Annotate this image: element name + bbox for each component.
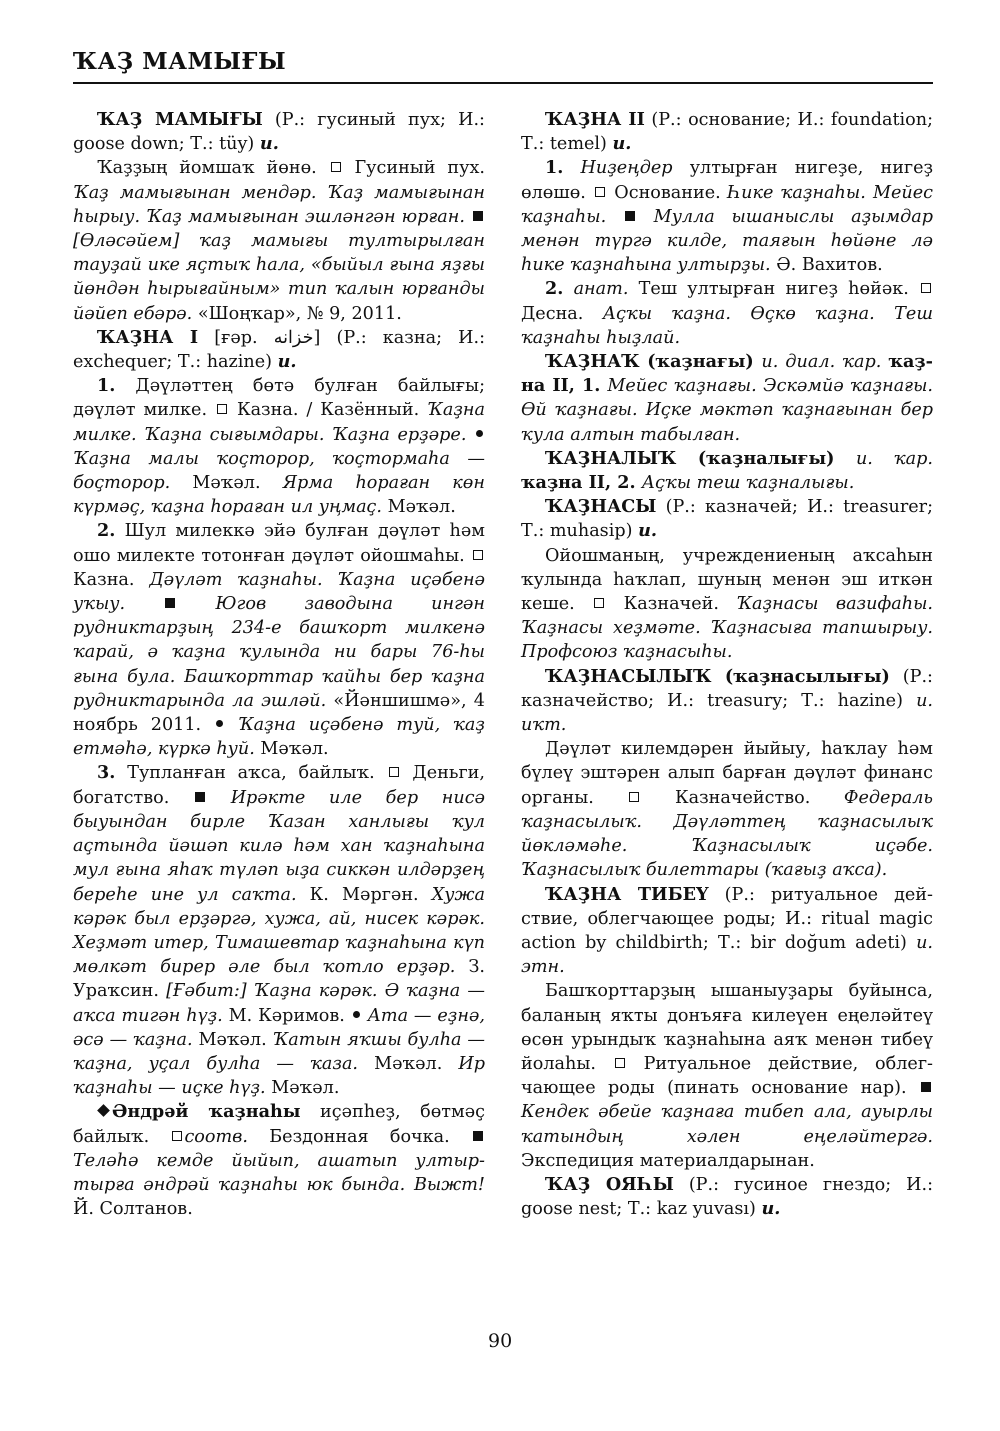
entry-kaznalyk: ҠАҘНАЛЫҠ (ҡаҙналығы) и. ҡар. ҡаҙна II, 2. Аҫҡы теш ҡаҙналығы. bbox=[521, 447, 933, 494]
headword: ҠАҘНА II bbox=[545, 109, 645, 130]
entry-kaznak: ҠАҘНАҠ (ҡаҙнағы) и. диал. ҡар. ҡаҙна II, 1. Мейес ҡаҙнағы. Эскәмйә ҡаҙнағы. Өй ҡаҙнағы. Иҫке мәктәп ҡаҙнағынан бер ҡула алтын табылған. bbox=[521, 351, 933, 445]
russian-equivalent-icon bbox=[595, 187, 605, 197]
russian-equivalent-icon bbox=[921, 283, 931, 293]
headword: ҠАҘ МАМЫҒЫ bbox=[97, 109, 263, 130]
left-column bbox=[73, 108, 485, 1221]
entry-kaz-mamygy: ҠАҘ МАМЫҒЫ (Р.: гусиный пух; И.: goose down; Т.: tüy) и. bbox=[73, 109, 485, 155]
sense-2: 2. Шул милеккә эйә булған дәүләт һәм ошо милекте тотонған дәүләт ойошмаһы. Казна. Дәүләт ҡаҙнаһы. Ҡаҙна иҫәбенә уҡыу. Югов заводына ингән рудниктарҙың 234-е башҡорт милкенә ҡарай, ә ҡаҙна ҡулында ни бары 76-һы ғына була. Башҡорттар ҡайһы бер ҡаҙна рудниктарында ла эшләй. «Йәншишмә», 4 ноябрь 2011. Ҡаҙна иҫәбенә туй, ҡаҙ етмәһә, күркә һуй. Мәҡәл. bbox=[73, 520, 485, 760]
entry-kazna-tibeu-def: Башҡорттарҙың ышаныуҙары буйынса, баланың яҡты донъяға килеүен еңеләйтеү өсөн урындыҡ ҡаҙнаһына аяҡ менән тибеү йолаһы. Ритуальное действие, облегчающее роды (пинать основание нар). Кендек әбейе ҡаҙнаға тибеп ала, ауырлы ҡатындың хәлен еңеләйтергә. Экспедиция материалдарынан. bbox=[521, 981, 933, 1171]
headword: ҠАҘНАЛЫҠ bbox=[545, 447, 677, 469]
sense-2: 2. анат. Теш ултырған нигеҙ һөйәк. Десна. Аҫҡы ҡаҙна. Өҫкө ҡаҙна. Теш ҡаҙнаһы һыҙлай. bbox=[521, 278, 933, 348]
russian-equivalent-icon bbox=[594, 598, 604, 608]
quotation-icon bbox=[473, 1131, 483, 1141]
page-number: 90 bbox=[488, 1330, 513, 1352]
russian-equivalent-icon bbox=[629, 792, 639, 802]
headword: ҠАҘНАСЫЛЫҠ bbox=[545, 665, 712, 687]
entry-kazna-2: ҠАҘНА II (Р.: основание; И.: foundation; Т.: temel) и. bbox=[521, 109, 933, 155]
russian-equivalent-icon bbox=[389, 767, 399, 777]
quotation-icon bbox=[195, 792, 205, 802]
quotation-icon bbox=[921, 1082, 931, 1092]
entry-kazna-tibeu: ҠАҘНА ТИБЕҮ (Р.: ритуальное действие, облегчающее роды; И.: ritual magic action by childbirth; Т.: bir doğum adeti) и. этн. bbox=[521, 883, 933, 978]
sense-1: 1. Ниҙеңдер ултырған нигеҙе, нигеҙ өлөшө. Основание. Һике ҡаҙнаһы. Мейес ҡаҙнаһы. Мулла ышаныслы аҙымдар менән түргә килде, таяғын һөйәне лә һике ҡаҙнаһына ултырҙы. Ә. Вахитов. bbox=[521, 157, 934, 276]
proverb-bullet-icon bbox=[353, 1011, 360, 1018]
proverb-bullet-icon bbox=[216, 720, 223, 727]
headword: ҠАҘНАСЫ bbox=[545, 496, 657, 518]
sense-1: 1. Дәүләттең бөтә булған байлығы; дәүләт милке. Казна. / Казённый. Ҡаҙна милке. Ҡаҙна сығымдары. Ҡаҙна ерҙәре. Ҡаҙна малы ҡоҫторор, ҡоҫтормаһа — боҫторор. Мәҡәл. Ярма һораған көн күрмәҫ, ҡаҙна һораған ил уңмаҫ. Мәҡәл. bbox=[73, 375, 485, 518]
russian-equivalent-icon bbox=[172, 1131, 182, 1141]
header-rule bbox=[73, 82, 933, 84]
headword: ҠАҘНАҠ bbox=[545, 351, 640, 373]
quotation-icon bbox=[165, 598, 175, 608]
sense-3: 3. Тупланған аҡса, байлыҡ. Деньги, богатство. Ирәкте иле бер нисә быуындан бирле Ҡазан ханлығы ҡул аҫтында йәшәп килә һәм хан ҡаҙнаһына мул ғына яһаҡ түләп ыҙа сиккән илдәрҙең береһе ине ул саҡта. К. Мәргән. Хужа кәрәк был ерҙәргә, хужа, ай, нисек кәрәк. Хеҙмәт итер, Тимашевтар ҡаҙнаһына күп мөлкәт бирер әле был ҡотло ерҙәр. З. Ураҡсин. [Ғәбит:] Ҡаҙна кәрәк. Ә ҡаҙна — аҡса тигән һүҙ. М. Кәримов. Ата — еҙнә, әсә — ҡаҙна. Мәҡәл. Ҡатын яҡшы булһа — ҡаҙна, уҫал булһа — ҡаза. Мәҡәл. Ир ҡаҙнаһы — иҫке һүҙ. Мәҡәл. bbox=[73, 762, 486, 1099]
entry-kaz-mamygy-def: Ҡаҙҙың йомшаҡ йөнө. Гусиный пух. Ҡаҙ мамығынан мендәр. Ҡаҙ мамығынан һырыу. Ҡаҙ мамығынан эшләнгән юрған. [Өләсәйем] ҡаҙ мамығы тултырылған тауҙай ике яҫтыҡ һала, «быйыл ғына яҙғы йөндән һырығайным» тип ҡалын юрғанды йәйеп ебәрә. «Шоңҡар», № 9, 2011. bbox=[73, 158, 485, 324]
quotation-icon bbox=[625, 211, 635, 221]
entry-kazna-1: ҠАҘНА I [ғәр. خزانه] (Р.: казна; И.: exchequer; Т.: hazine) и. bbox=[73, 326, 485, 373]
headword: ҠАҘ ОЯҺЫ bbox=[545, 1173, 674, 1195]
idiom-diamond-icon bbox=[97, 1104, 110, 1117]
russian-equivalent-icon bbox=[473, 550, 483, 560]
entry-kaznasylyk-def: Дәүләт килемдәрен йыйыу, һаҡлау һәм бүлеү эштәрен алып барған дәүләт финанс органы. Казначейство. Федераль ҡаҙнасылыҡ. Дәүләттең ҡаҙнасылыҡ йөкләмәһе. Ҡаҙнасылыҡ иҫәбе. Ҡаҙнасылыҡ билеттары (ҡағыҙ аҡса). bbox=[521, 739, 933, 881]
headword: ҠАҘНА ТИБЕҮ bbox=[545, 883, 709, 905]
entry-kaznasy-def: Ойошманың, учреждениеның аҡсаһын ҡулында һаҡлап, шуның менән эш иткән кеше. Казначей. Ҡаҙнасы вазифаһы. Ҡаҙнасы хеҙмәте. Ҡаҙнасыға тапшырыу. Профсоюз ҡаҙнасыһы. bbox=[521, 545, 933, 663]
entry-kaznasylyk: ҠАҘНАСЫЛЫҠ (ҡаҙнасылығы) (Р.: казначейство; И.: treasury; Т.: hazine) и. иҡт. bbox=[521, 665, 933, 736]
idiom-andrai-kaznahy: Әндрәй ҡаҙнаһы иҫәпһеҙ, бөтмәҫ байлыҡ. соотв. Бездонная бочка. Теләһә кемде йыйып, ашатып ултыртырға әндрәй ҡаҙнаһы юк бында. Выжт! Й. Солтанов. bbox=[73, 1101, 485, 1220]
entry-kaz-oyahy: ҠАҘ ОЯҺЫ (Р.: гусиное гнездо; И.: goose nest; Т.: kaz yuvası) и. bbox=[521, 1173, 933, 1220]
running-head: ҠАҘ МАМЫҒЫ bbox=[73, 48, 287, 75]
headword: ҠАҘНА I bbox=[97, 326, 199, 348]
russian-equivalent-icon bbox=[217, 404, 227, 414]
right-column bbox=[521, 108, 933, 1221]
proverb-bullet-icon bbox=[476, 430, 483, 437]
quotation-icon bbox=[473, 211, 483, 221]
russian-equivalent-icon bbox=[331, 162, 341, 172]
russian-equivalent-icon bbox=[615, 1058, 625, 1068]
entry-kaznasy: ҠАҘНАСЫ (Р.: казначей; И.: treasurer; Т.: muhasip) и. bbox=[521, 496, 933, 542]
